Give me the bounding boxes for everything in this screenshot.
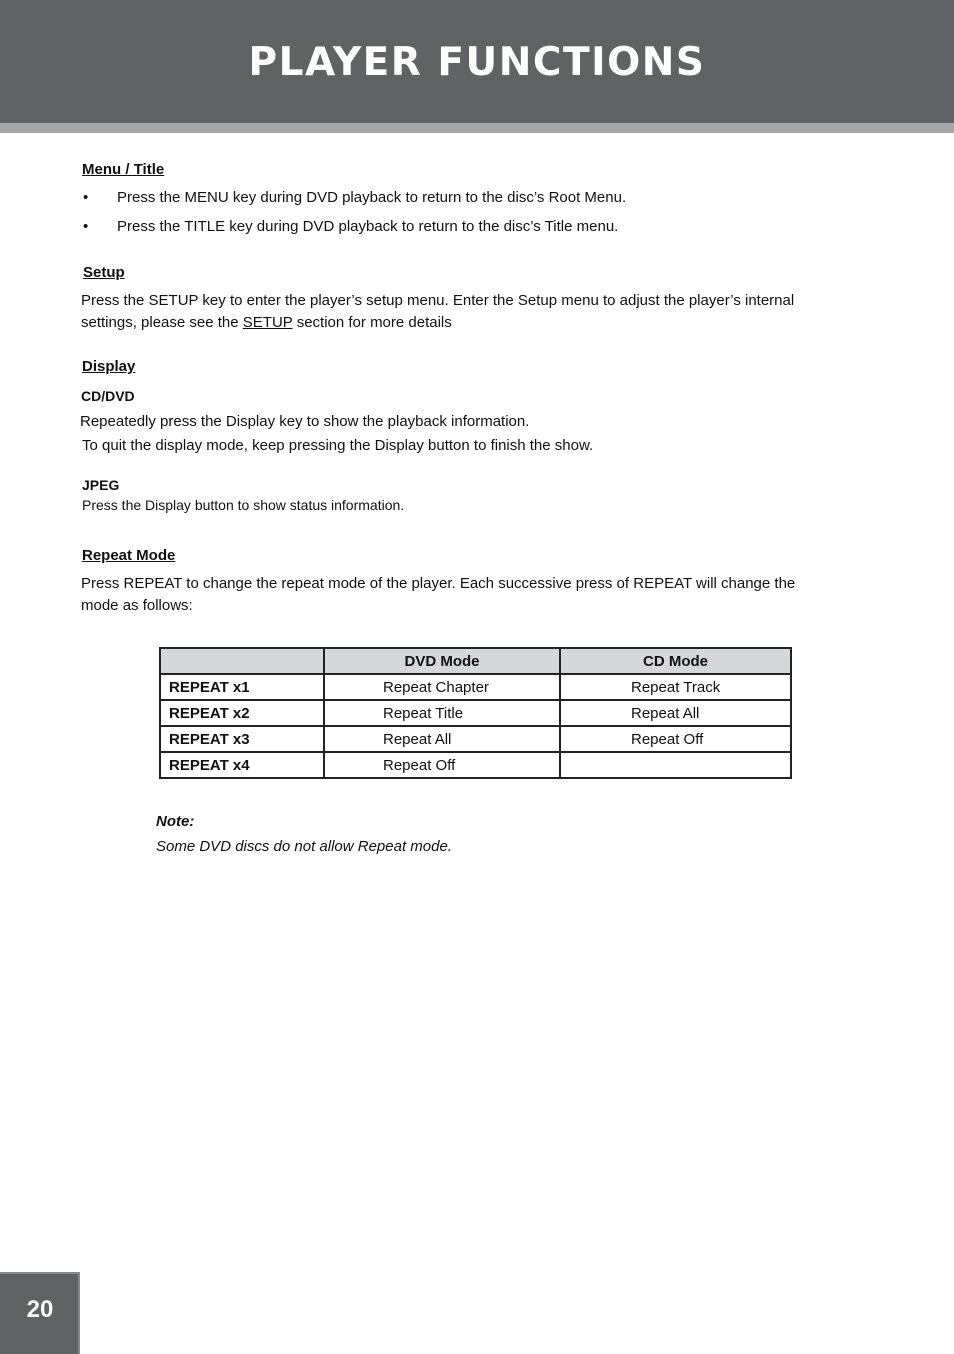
repeat-mode-table	[159, 647, 792, 779]
table-cell: REPEAT x2	[160, 700, 324, 726]
bullet-icon: •	[83, 189, 89, 206]
table-cell: REPEAT x1	[160, 674, 324, 700]
table-row	[160, 752, 791, 778]
table-cell	[560, 752, 791, 778]
table-cell: Repeat All	[324, 726, 560, 752]
bullet-icon: •	[83, 218, 89, 235]
page-title: PLAYER FUNCTIONS	[248, 40, 706, 85]
table-cell: Repeat Title	[324, 700, 560, 726]
section-heading-menu-title: Menu / Title	[82, 161, 165, 178]
note-text: Some DVD discs do not allow Repeat mode.	[156, 838, 452, 855]
setup-paragraph: Press the SETUP key to enter the player’s setup menu. Enter the Setup menu to adjust the player’s internal settings, please see the SETUP section for more details	[81, 292, 795, 331]
page-header	[0, 0, 954, 123]
section-heading-setup: Setup	[83, 264, 125, 281]
page-number-box	[0, 1272, 80, 1354]
note-label: Note:	[156, 813, 195, 830]
table-header-cell: CD Mode	[560, 648, 791, 674]
table-row	[160, 700, 791, 726]
table-row	[160, 726, 791, 752]
table-cell: Repeat Off	[560, 726, 791, 752]
section-heading-display: Display	[82, 358, 136, 375]
page-number: 20	[26, 1296, 54, 1323]
header-divider	[0, 123, 954, 133]
subheading-jpeg: JPEG	[82, 477, 120, 493]
table-cell: REPEAT x3	[160, 726, 324, 752]
display-jpeg-line: Press the Display button to show status information.	[82, 497, 405, 513]
repeat-mode-paragraph: Press REPEAT to change the repeat mode of the player. Each successive press of REPEAT will change the mode as follows:	[81, 575, 796, 614]
table-header-row	[160, 648, 791, 674]
display-cd-dvd-line2: To quit the display mode, keep pressing the Display button to finish the show.	[82, 437, 594, 454]
setup-section-link[interactable]: SETUP	[242, 314, 293, 331]
table-cell: REPEAT x4	[160, 752, 324, 778]
display-cd-dvd-line1: Repeatedly press the Display key to show the playback information.	[80, 413, 530, 430]
table-cell: Repeat Off	[324, 752, 560, 778]
table-row	[160, 674, 791, 700]
table-header-cell	[160, 648, 324, 674]
table-cell: Repeat Chapter	[324, 674, 560, 700]
subheading-cd-dvd: CD/DVD	[81, 388, 135, 404]
section-heading-repeat-mode: Repeat Mode	[82, 547, 176, 564]
table-header-cell: DVD Mode	[324, 648, 560, 674]
table-cell: Repeat All	[560, 700, 791, 726]
table-cell: Repeat Track	[560, 674, 791, 700]
